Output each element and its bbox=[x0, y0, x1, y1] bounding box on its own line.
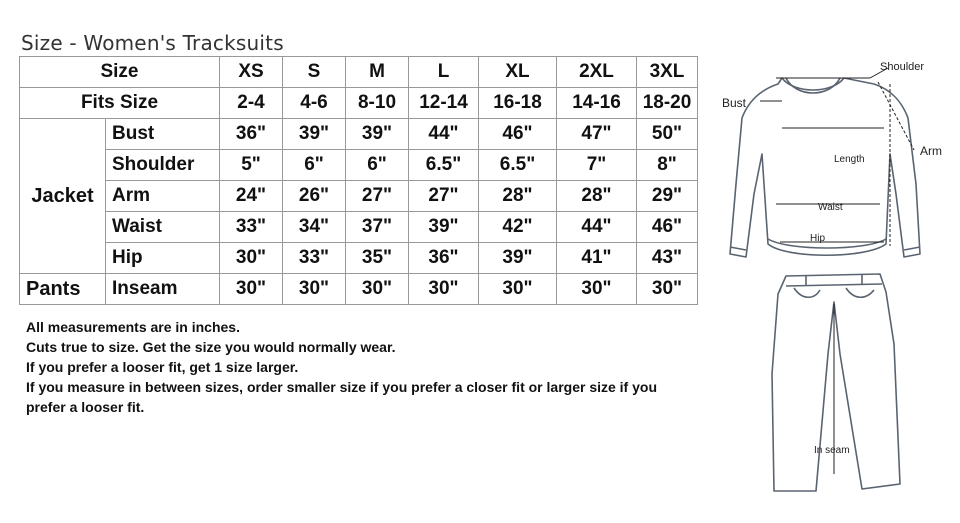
measurement-value: 39" bbox=[346, 119, 409, 150]
measurement-value: 46" bbox=[637, 212, 698, 243]
measurement-value: 27" bbox=[346, 181, 409, 212]
label-bust: Bust bbox=[722, 96, 747, 110]
size-header-cell: XL bbox=[479, 57, 557, 88]
measurement-value: 5" bbox=[220, 150, 283, 181]
size-header-label: Size bbox=[20, 57, 220, 88]
measurement-value: 6.5" bbox=[479, 150, 557, 181]
jacket-group-label: Jacket bbox=[20, 119, 106, 274]
measurement-value: 46" bbox=[479, 119, 557, 150]
measurement-value: 8" bbox=[637, 150, 698, 181]
size-header-cell: M bbox=[346, 57, 409, 88]
pants-illustration bbox=[772, 274, 900, 491]
measurement-value: 42" bbox=[479, 212, 557, 243]
fits-size-cell: 2-4 bbox=[220, 88, 283, 119]
pants-group-label: Pants bbox=[20, 274, 106, 305]
fits-size-cell: 16-18 bbox=[479, 88, 557, 119]
label-inseam: In seam bbox=[814, 445, 850, 456]
measurement-value: 44" bbox=[409, 119, 479, 150]
size-header-cell: 3XL bbox=[637, 57, 698, 88]
measurement-value: 30" bbox=[346, 274, 409, 305]
note-line: Cuts true to size. Get the size you would normally wear. bbox=[26, 339, 396, 355]
size-chart-table bbox=[19, 56, 698, 305]
measurement-value: 30" bbox=[283, 274, 346, 305]
jacket-row bbox=[20, 243, 698, 274]
label-length: Length bbox=[834, 154, 865, 165]
measurement-value: 33" bbox=[283, 243, 346, 274]
measurement-label: Hip bbox=[106, 243, 220, 274]
measurement-value: 29" bbox=[637, 181, 698, 212]
fits-size-label: Fits Size bbox=[20, 88, 220, 119]
measurement-lines bbox=[760, 68, 914, 474]
tracksuit-measurement-diagram bbox=[716, 54, 946, 499]
measurement-value: 36" bbox=[220, 119, 283, 150]
size-header-cell: 2XL bbox=[557, 57, 637, 88]
note-line: If you measure in between sizes, order smaller size if you prefer a closer fit or larger size if you bbox=[26, 379, 657, 395]
fits-size-cell: 18-20 bbox=[637, 88, 698, 119]
measurement-value: 30" bbox=[637, 274, 698, 305]
measurement-value: 41" bbox=[557, 243, 637, 274]
measurement-value: 30" bbox=[479, 274, 557, 305]
measurement-value: 26" bbox=[283, 181, 346, 212]
measurement-value: 50" bbox=[637, 119, 698, 150]
measurement-value: 43" bbox=[637, 243, 698, 274]
measurement-value: 7" bbox=[557, 150, 637, 181]
measurement-label: Arm bbox=[106, 181, 220, 212]
measurement-value: 30" bbox=[409, 274, 479, 305]
measurement-value: 6" bbox=[346, 150, 409, 181]
measurement-value: 39" bbox=[409, 212, 479, 243]
jacket-row bbox=[20, 119, 698, 150]
pants-row bbox=[20, 274, 698, 305]
label-hip: Hip bbox=[810, 233, 826, 244]
measurement-value: 30" bbox=[220, 274, 283, 305]
label-arm: Arm bbox=[920, 144, 942, 158]
measurement-value: 39" bbox=[479, 243, 557, 274]
jacket-row bbox=[20, 212, 698, 243]
jacket-illustration bbox=[730, 78, 920, 257]
measurement-value: 30" bbox=[220, 243, 283, 274]
measurement-value: 39" bbox=[283, 119, 346, 150]
jacket-row bbox=[20, 181, 698, 212]
measurement-value: 6" bbox=[283, 150, 346, 181]
label-shoulder: Shoulder bbox=[880, 61, 925, 73]
note-line: If you prefer a looser fit, get 1 size larger. bbox=[26, 359, 299, 375]
measurement-value: 33" bbox=[220, 212, 283, 243]
size-header-cell: XS bbox=[220, 57, 283, 88]
measurement-value: 47" bbox=[557, 119, 637, 150]
measurement-value: 27" bbox=[409, 181, 479, 212]
measurement-label: Bust bbox=[106, 119, 220, 150]
size-header-cell: S bbox=[283, 57, 346, 88]
fits-size-cell: 8-10 bbox=[346, 88, 409, 119]
fits-size-cell: 4-6 bbox=[283, 88, 346, 119]
fits-row bbox=[20, 88, 698, 119]
size-notes bbox=[26, 317, 657, 417]
measurement-value: 44" bbox=[557, 212, 637, 243]
note-line: All measurements are in inches. bbox=[26, 319, 240, 335]
fits-size-cell: 14-16 bbox=[557, 88, 637, 119]
measurement-label: Inseam bbox=[106, 274, 220, 305]
measurement-value: 30" bbox=[557, 274, 637, 305]
measurement-value: 28" bbox=[557, 181, 637, 212]
measurement-value: 24" bbox=[220, 181, 283, 212]
measurement-value: 6.5" bbox=[409, 150, 479, 181]
measurement-value: 34" bbox=[283, 212, 346, 243]
label-waist: Waist bbox=[818, 202, 843, 213]
size-header-cell: L bbox=[409, 57, 479, 88]
measurement-value: 35" bbox=[346, 243, 409, 274]
note-line: prefer a looser fit. bbox=[26, 399, 145, 415]
page-title: Size - Women's Tracksuits bbox=[21, 31, 284, 55]
measurement-value: 37" bbox=[346, 212, 409, 243]
jacket-row bbox=[20, 150, 698, 181]
measurement-value: 28" bbox=[479, 181, 557, 212]
measurement-value: 36" bbox=[409, 243, 479, 274]
header-row bbox=[20, 57, 698, 88]
measurement-label: Shoulder bbox=[106, 150, 220, 181]
measurement-label: Waist bbox=[106, 212, 220, 243]
fits-size-cell: 12-14 bbox=[409, 88, 479, 119]
